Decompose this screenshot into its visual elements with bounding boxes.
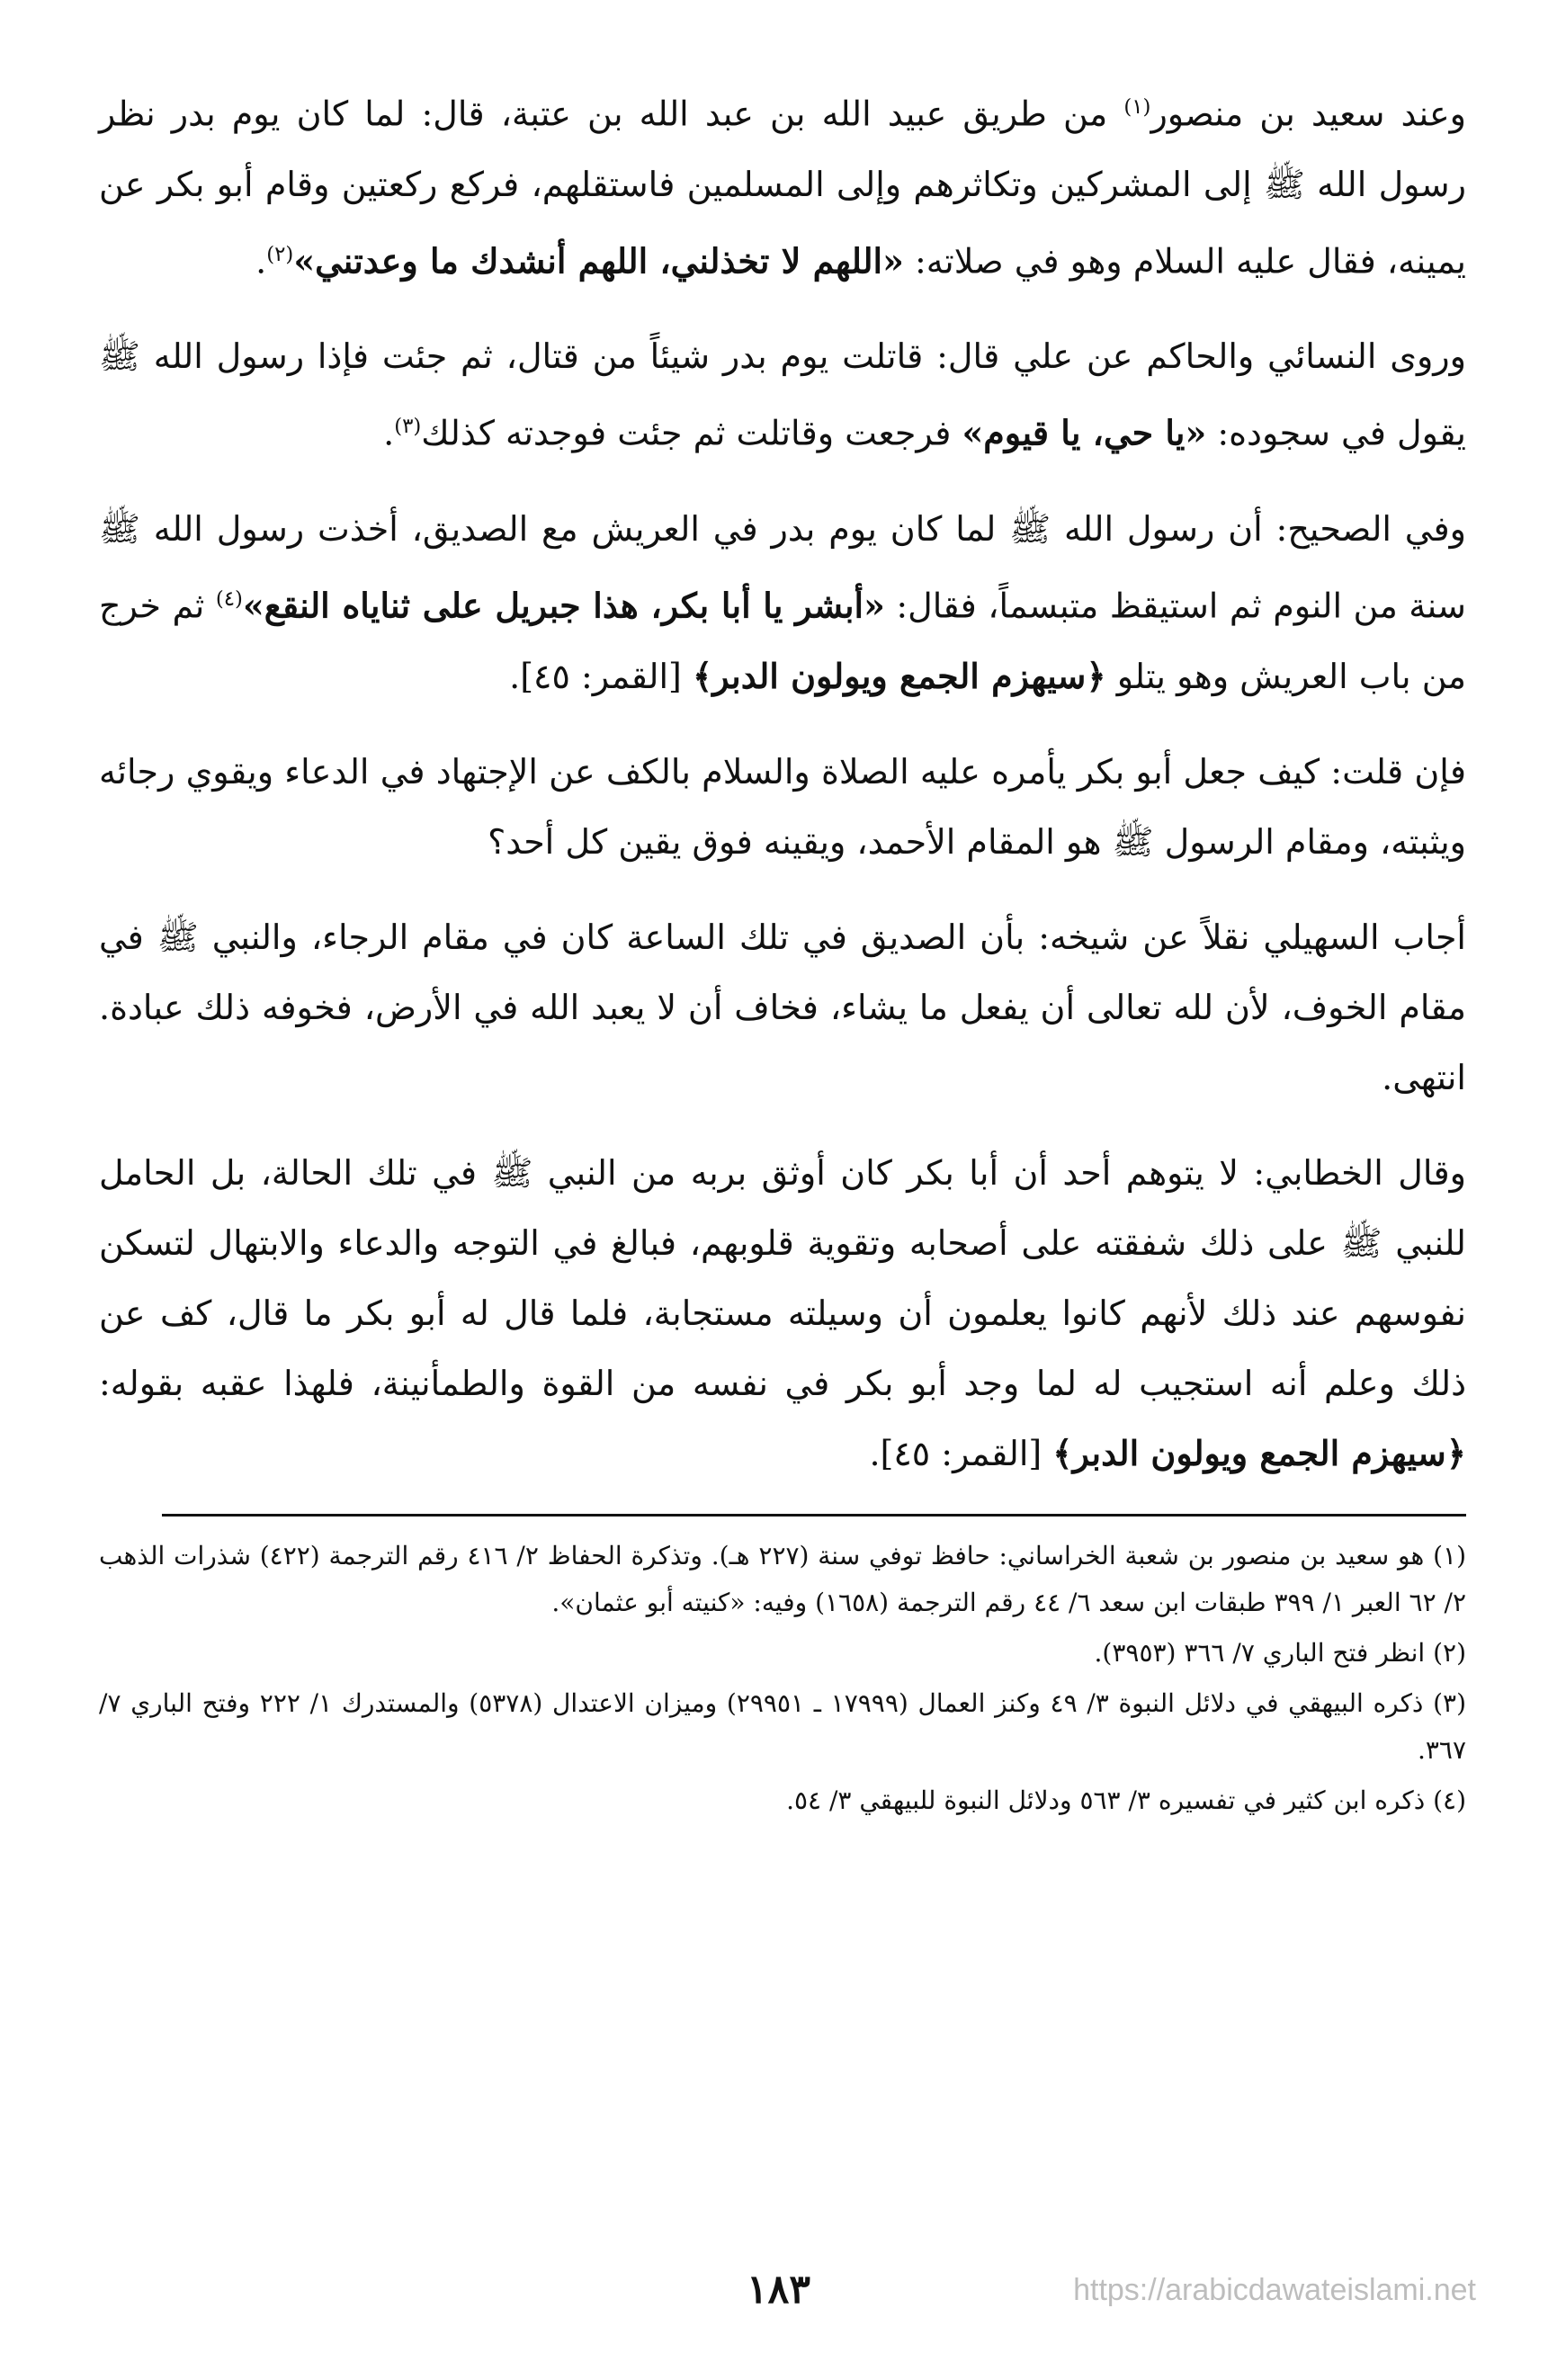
- quote-bold: «يا حي، يا قيوم»: [962, 412, 1207, 453]
- paragraph-1: [99, 72, 1466, 296]
- footnote-divider: [162, 1514, 1466, 1517]
- paragraph-text: وقال الخطابي: لا يتوهم أحد أن أبا بكر كان أوثق بربه من النبي ﷺ في تلك الحالة، بل الحامل للنبي ﷺ على ذلك شفقته على أصحابه وتقوية قلوبهم، فبالغ في التوجه والدعاء والابتهال لتسكن نفوسهم عند ذلك لأنهم كانوا يعلمون أن وسيلته مستجابة، فلما قال له أبو بكر ما قال، كف عن ذلك وعلم أنه استجيب له لما وجد أبو بكر في نفسه من القوة والطمأنينة، فلهذا عقبه بقوله:: [99, 1152, 1466, 1403]
- quran-verse: ﴿سيهزم الجمع ويولون الدبر﴾: [1052, 1432, 1466, 1473]
- quote-bold: «أبشر يا أبا بكر، هذا جبريل على ثناياه النقع»: [242, 585, 885, 626]
- footnote-4: (٤) ذكره ابن كثير في تفسيره ٣/ ٥٦٣ ودلائل النبوة للبيهقي ٣/ ٥٤.: [786, 1785, 1466, 1815]
- footnote-ref: (٢): [266, 242, 294, 266]
- paragraph-text: فرجعت وقاتلت ثم جئت فوجدته كذلك: [421, 413, 962, 453]
- paragraph-text: وعند سعيد بن منصور: [1150, 94, 1466, 134]
- page-number: ١٨٣: [747, 2267, 810, 2313]
- paragraph-text: وروى النسائي والحاكم عن علي قال: قاتلت يوم بدر شيئاً من قتال، ثم جئت فإذا رسول الله ﷺ يقول في سجوده:: [99, 336, 1466, 453]
- paragraph-end: .: [383, 413, 395, 453]
- main-text: [99, 72, 1466, 1489]
- paragraph-4: [99, 737, 1466, 877]
- paragraph-end: [القمر: ٤٥].: [869, 1433, 1053, 1473]
- footnote-ref: (٣): [394, 415, 422, 439]
- footnote-2: (٢) انظر فتح الباري ٧/ ٣٦٦ (٣٩٥٣).: [1094, 1637, 1466, 1668]
- paragraph-text: من طريق عبيد الله بن عبد الله بن عتبة، قال: لما كان يوم بدر نظر رسول الله ﷺ إلى المشركين وتكاثرهم وإلى المسلمين فاستقلهم، فركع ركعتين وقام أبو بكر عن يمينه، فقال عليه السلام وهو في صلاته:: [99, 94, 1466, 282]
- footnote-ref: (١): [1123, 95, 1151, 119]
- book-page: [99, 72, 1466, 2303]
- footnote-1: (١) هو سعيد بن منصور بن شعبة الخراساني: حافظ توفي سنة (٢٢٧ هـ). وتذكرة الحفاظ ٢/ ٤١٦ رقم الترجمة (٤٢٢) شذرات الذهب ٢/ ٦٢ العبر ١/ ٣٩٩ طبقات ابن سعد ٦/ ٤٤ رقم الترجمة (١٦٥٨) وفيه: «كنيته أبو عثمان».: [99, 1540, 1466, 1617]
- paragraph-text: فإن قلت: كيف جعل أبو بكر يأمره عليه الصلاة والسلام بالكف عن الإجتهاد في الدعاء ويقوي رجائه ويثبته، ومقام الرسول ﷺ هو المقام الأحمد، ويقينه فوق يقين كل أحد؟: [99, 751, 1466, 862]
- paragraph-2: [99, 321, 1466, 469]
- quote-bold: «اللهم لا تخذلني، اللهم أنشدك ما وعدتني»: [293, 240, 904, 282]
- paragraph-6: [99, 1138, 1466, 1489]
- footnote-ref: (٤): [215, 586, 243, 611]
- paragraph-3: [99, 494, 1466, 711]
- watermark-url: https://arabicdawateislami.net: [1073, 2273, 1476, 2307]
- paragraph-text: ثم خرج من باب العريش وهو يتلو: [99, 586, 1466, 696]
- paragraph-end: .: [255, 241, 267, 282]
- paragraph-5: [99, 902, 1466, 1113]
- quran-verse: ﴿سيهزم الجمع ويولون الدبر﴾: [692, 655, 1106, 696]
- paragraph-text: وفي الصحيح: أن رسول الله ﷺ لما كان يوم بدر في العريش مع الصديق، أخذت رسول الله ﷺ سنة من النوم ثم استيقظ متبسماً، فقال:: [99, 508, 1466, 626]
- footnote-3: (٣) ذكره البيهقي في دلائل النبوة ٣/ ٤٩ وكنز العمال (١٧٩٩٩ ـ ٢٩٩٥١) وميزان الاعتدال (٥٣٧٨) والمستدرك ١/ ٢٢٢ وفتح الباري ٧/ ٣٦٧.: [99, 1687, 1467, 1765]
- footnotes: [99, 1533, 1466, 1824]
- paragraph-end: [القمر: ٤٥].: [509, 656, 693, 696]
- paragraph-text: أجاب السهيلي نقلاً عن شيخه: بأن الصديق في تلك الساعة كان في مقام الرجاء، والنبي ﷺ في مقام الخوف، لأن لله تعالى أن يفعل ما يشاء، فخاف أن لا يعبد الله في الأرض، فخوفه ذلك عبادة. انتهى.: [99, 917, 1466, 1097]
